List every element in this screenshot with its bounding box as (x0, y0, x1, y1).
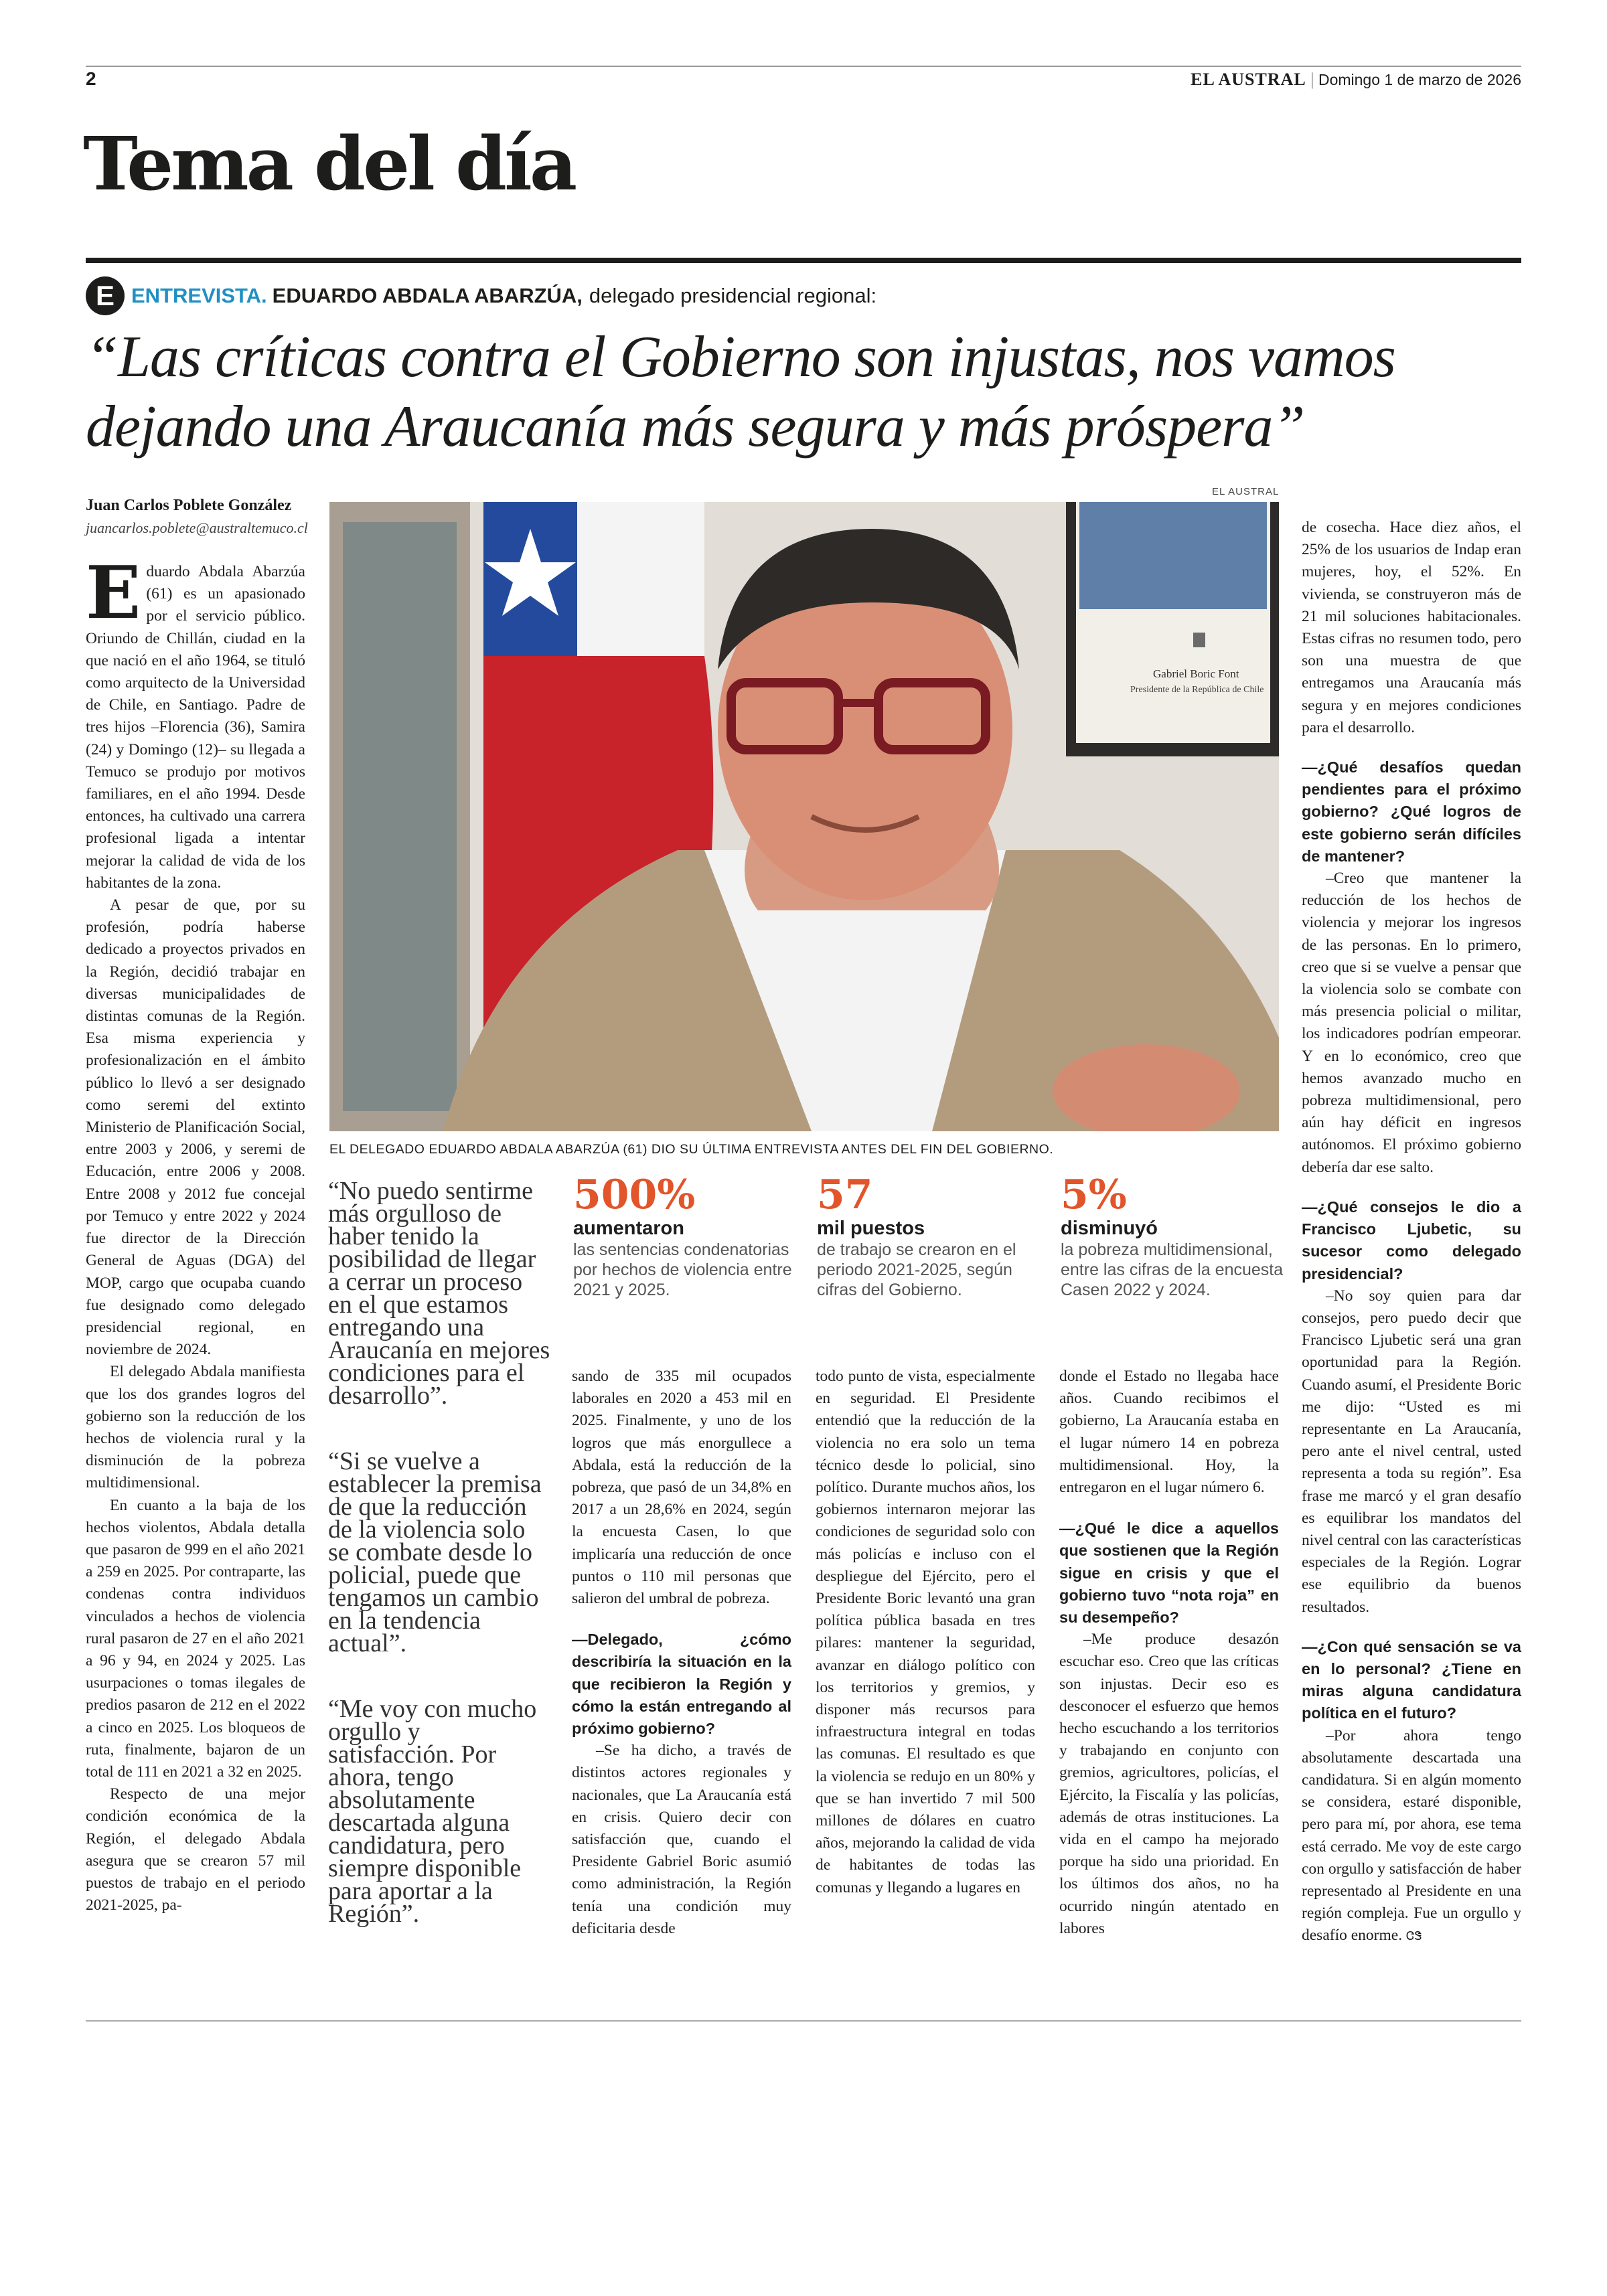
stat-number: 5% (1061, 1171, 1127, 1218)
byline-email: juancarlos.poblete@australtemuco.cl (86, 519, 308, 536)
paragraph: de cosecha. Hace diez años, el 25% de los usuarios de Indap eran mujeres, hoy, el 52%. En vivienda, se construyeron más de 21 mil soluciones habitacionales. Estas cifras no resumen todo, pero son una muestra de que entregamos una Araucanía más segura y en mejores condiciones para el desarrollo. (1302, 519, 1521, 736)
window-glass (343, 522, 457, 1111)
interview-badge-icon: E (86, 276, 125, 315)
paragraph: donde el Estado no llegaba hace años. Cuando recibimos el gobierno, La Araucanía estaba en el lugar número 14 en pobreza multidimensional. Hoy, la entregaron en el lugar número 6. (1059, 1368, 1279, 1497)
portrait-caption: Gabriel Boric Font (1153, 667, 1239, 680)
article-column-6 (1302, 517, 1521, 1948)
section-title: Tema del día (83, 120, 575, 207)
interview-question: — ¿Qué desafíos quedan pendientes para el próximo gobierno? ¿Qué logros de este gobierno serán difíciles de mantener? (1302, 756, 1521, 868)
interview-kicker (86, 274, 876, 317)
pull-quote-column (328, 1177, 550, 1928)
top-rule (86, 66, 1521, 67)
stat-description: de trabajo se crearon en el periodo 2021-2025, según cifras del Gobierno. (817, 1240, 1016, 1299)
newspaper-name: EL AUSTRAL (1191, 70, 1306, 89)
interview-question: — ¿Con qué sensación se va en lo personal? ¿Tiene en miras alguna candidatura política en el futuro? (1302, 1636, 1521, 1725)
end-mark-icon: ᏣᏕ (1405, 1929, 1422, 1944)
headline (86, 323, 1532, 462)
pull-quote: “No puedo sentirme más orgulloso de haber tenido la posibilidad de llegar a cerrar un proceso en el que estamos entregando una Araucanía en mejores condiciones para el desarrollo”. (328, 1177, 550, 1410)
stat-heading: disminuyó (1061, 1218, 1158, 1239)
stat-number: 500% (573, 1171, 696, 1218)
paragraph: En cuanto a la baja de los hechos violentos, Abdala detalla que pasaron de 999 en el año 2021 a 259 en 2025. Por contraparte, las condenas contra individuos vinculados a hechos de violencia rural pasaron de 27 en el año 2021 a 96 y 94, en 2024 y 2025. Las usurpaciones o tomas ilegales de predios pasaron de 212 en el 2022 a cinco en 2025. Los bloqueos de ruta, finalmente, bajaron de un total de 111 en 2021 a 32 en 2025. (86, 1496, 305, 1781)
kicker-role: delegado presidencial regional: (589, 284, 877, 307)
paragraph: El delegado Abdala manifiesta que los dos grandes logros del gobierno son la reducción de los hechos de violencia rural y la disminución de la pobreza multidimensional. (86, 1363, 305, 1492)
photo-credit: EL AUSTRAL (1212, 486, 1280, 497)
byline-author: Juan Carlos Poblete González (86, 497, 292, 514)
article-column-1 (86, 551, 305, 1916)
article-column-4 (816, 1366, 1035, 1899)
stat-description: las sentencias condenatorias por hechos de violencia entre 2021 y 2025. (573, 1240, 792, 1299)
headline-line-2: dejando una Araucanía más segura y más próspera” (86, 394, 1305, 459)
answer-paragraph: –No soy quien para dar consejos, pero puedo decir que Francisco Ljubetic será una gran oportunidad para la Región. Cuando asumí, el Presidente Boric me dijo: “Usted es mi representante en La Araucanía, pero ante el nivel central, usted representa a toda su región”. Esa frase me marcó y el gran desafío es equilibrar los mandatos del nivel central con las características especiales de la Región. Lograr ese equilibrio da buenos resultados. (1302, 1287, 1521, 1616)
masthead-separator: | (1310, 70, 1318, 89)
article-column-5 (1059, 1366, 1279, 1940)
answer-paragraph: –Me produce desazón escuchar eso. Creo que las críticas son injustas. Decir eso es desconocer el esfuerzo que hemos hecho escuchando a los territorios y trabajando en conjunto con gremios, agricultores, policías, el Ejército, la Fiscalía y las policías, además de otras instituciones. La vida en el campo ha mejorado porque ha sido una prioridad. En los últimos dos años, no ha ocurrido ningún atentado en labores (1059, 1631, 1279, 1937)
paragraph: Respecto de una mejor condición económica de la Región, el delegado Abdala asegura que se crearon 57 mil puestos de trabajo en el periodo 2021-2025, pa- (86, 1785, 305, 1914)
headline-line-1: “Las críticas contra el Gobierno son injustas, nos vamos (86, 325, 1395, 390)
paragraph: sando de 335 mil ocupados laborales en 2020 a 453 mil en 2025. Finalmente, y uno de los logros que más enorgullece a Abdala, está la reducción de la pobreza, que pasó de un 34,8% en 2017 a un 28,6% en 2024, según la encuesta Casen, lo que implicaría una reducción de once puntos o 110 mil personas que salieron del umbral de pobreza. (572, 1368, 791, 1608)
main-photo (329, 502, 1279, 1131)
stat-block (1061, 1173, 1288, 1300)
drop-cap: E (86, 551, 141, 635)
paragraph: todo punto de vista, especialmente en seguridad. El Presidente entendió que la reducción de la violencia no era solo un tema técnico desde lo policial, sino político. Durante muchos años, los gobiernos internaron mejorar las condiciones de seguridad solo con más policías e incluso con el despliegue del Ejército, pero el Presidente Boric levantó una gran política pública basada en tres pilares: mantener la seguridad, avanzar en diálogo político con los territorios y gremios, y disponer más recursos para infraestructura integral en todas las comunas. El resultado es que la violencia se redujo en un 80% y que se han invertido 7 mil 500 millones de dólares en cuatro años, mejorando la calidad de vida de habitantes de todas las comunas y llegando a lugares en (816, 1368, 1035, 1896)
answer-paragraph (1302, 1725, 1521, 1948)
photo-caption: EL DELEGADO EDUARDO ABDALA ABARZÚA (61) DIO SU ÚLTIMA ENTREVISTA ANTES DEL FIN DEL GOBIERNO. (329, 1142, 1054, 1157)
pull-quote: “Me voy con mucho orgullo y satisfacción. Por ahora, tengo absolutamente descartada alguna candidatura, pero siempre disponible para aportar a la Región”. (328, 1695, 537, 1928)
answer-paragraph: –Creo que mantener la reducción de los hechos de violencia y mejorar los ingresos de las personas. En lo primero, creo que si se vuelve a pensar que la violencia solo se combate con más presencia policial o militar, los indicadores podrían empeorar. Y en lo económico, creo que hemos avanzado mucho en pobreza multidimensional, pero aún hay déficit en ingresos autónomos. El próximo gobierno debería dar ese salto. (1302, 870, 1521, 1176)
photo-illustration (329, 502, 1279, 1131)
portrait-subcaption: Presidente de la República de Chile (1130, 685, 1264, 695)
issue-date: Domingo 1 de marzo de 2026 (1318, 71, 1521, 88)
pull-quote: “Si se vuelve a establecer la premisa de que la reducción de la violencia solo se combate desde lo policial, puede que tengamos un cambio en la tendencia actual”. (328, 1447, 542, 1657)
bottom-rule (86, 2020, 1521, 2022)
kicker-name: EDUARDO ABDALA ABARZÚA, (272, 284, 583, 307)
masthead-info (1191, 70, 1521, 90)
answer-paragraph: –Se ha dicho, a través de distintos actores regionales y nacionales, que La Araucanía está en crisis. Quiero decir con satisfacción que, cuando el Presidente Gabriel Boric asumió como administración, la Región tenía una condición muy deficitaria desde (572, 1742, 791, 1937)
interview-question: — Delegado, ¿cómo describiría la situación en la que recibieron la Región y cómo la están entregando al próximo gobierno? (572, 1629, 791, 1740)
intro-text: duardo Abdala Abarzúa (61) es un apasionado por el servicio público. Oriundo de Chillán, ciudad en la que nació en el año 1964, se tituló como arquitecto de la Universidad de Chile, en Santiago. Padre de tres hijos –Florencia (36), Samira (24) y Domingo (12)– su llegada a Temuco se produjo por motivos familiares, en el año 1994. Desde entonces, ha cultivado una carrera profesional ligada a intentar mejorar la calidad de vida de los habitantes de la zona. (86, 563, 305, 892)
paragraph: A pesar de que, por su profesión, podría haberse dedicado a proyectos privados en la Región, decidió trabajar en diversas municipalidades de distintas comunas de la Región. Esa misma experiencia y profesionalización en el ámbito público lo llevó a ser designado como seremi del extinto Ministerio de Planificación Social, entre 2003 y 2006, y seremi de Educación, entre 2006 y 2008. Entre 2008 y 2012 fue concejal por Temuco y entre 2022 y 2024 fue director de la Dirección General de Aguas (DGA) del MOP, cargo que ocupaba cuando fue designado como delegado presidencial regional, en noviembre de 2024. (86, 896, 305, 1359)
interview-question: — ¿Qué consejos le dio a Francisco Ljubetic, su sucesor como delegado presidencial? (1302, 1196, 1521, 1285)
page-number: 2 (86, 68, 96, 89)
stat-description: la pobreza multidimensional, entre las cifras de la encuesta Casen 2022 y 2024. (1061, 1240, 1284, 1299)
closing-text: –Por ahora tengo absolutamente descartada una candidatura. Si en algún momento se considera, estaré disponible, pero para mí, por ahora, ese tema está cerrado. Me voy de este cargo con orgullo y satisfacción de haber representado al Presidente en una región compleja. Fue un orgullo y desafío enorme. (1302, 1726, 1521, 1945)
article-column-3 (572, 1366, 791, 1940)
stat-heading: mil puestos (817, 1218, 925, 1239)
section-rule (86, 258, 1521, 263)
stat-heading: aumentaron (573, 1218, 684, 1239)
framed-portrait (1066, 502, 1279, 756)
stat-block (817, 1173, 1045, 1300)
interview-question: — ¿Qué le dice a aquellos que sostienen que la Región sigue en crisis y que el gobierno tuvo “nota roja” en su desempeño? (1059, 1518, 1279, 1629)
stat-number: 57 (817, 1171, 873, 1218)
intro-paragraph (86, 551, 305, 894)
stat-block (573, 1173, 801, 1300)
kicker-label: ENTREVISTA. (131, 284, 267, 307)
